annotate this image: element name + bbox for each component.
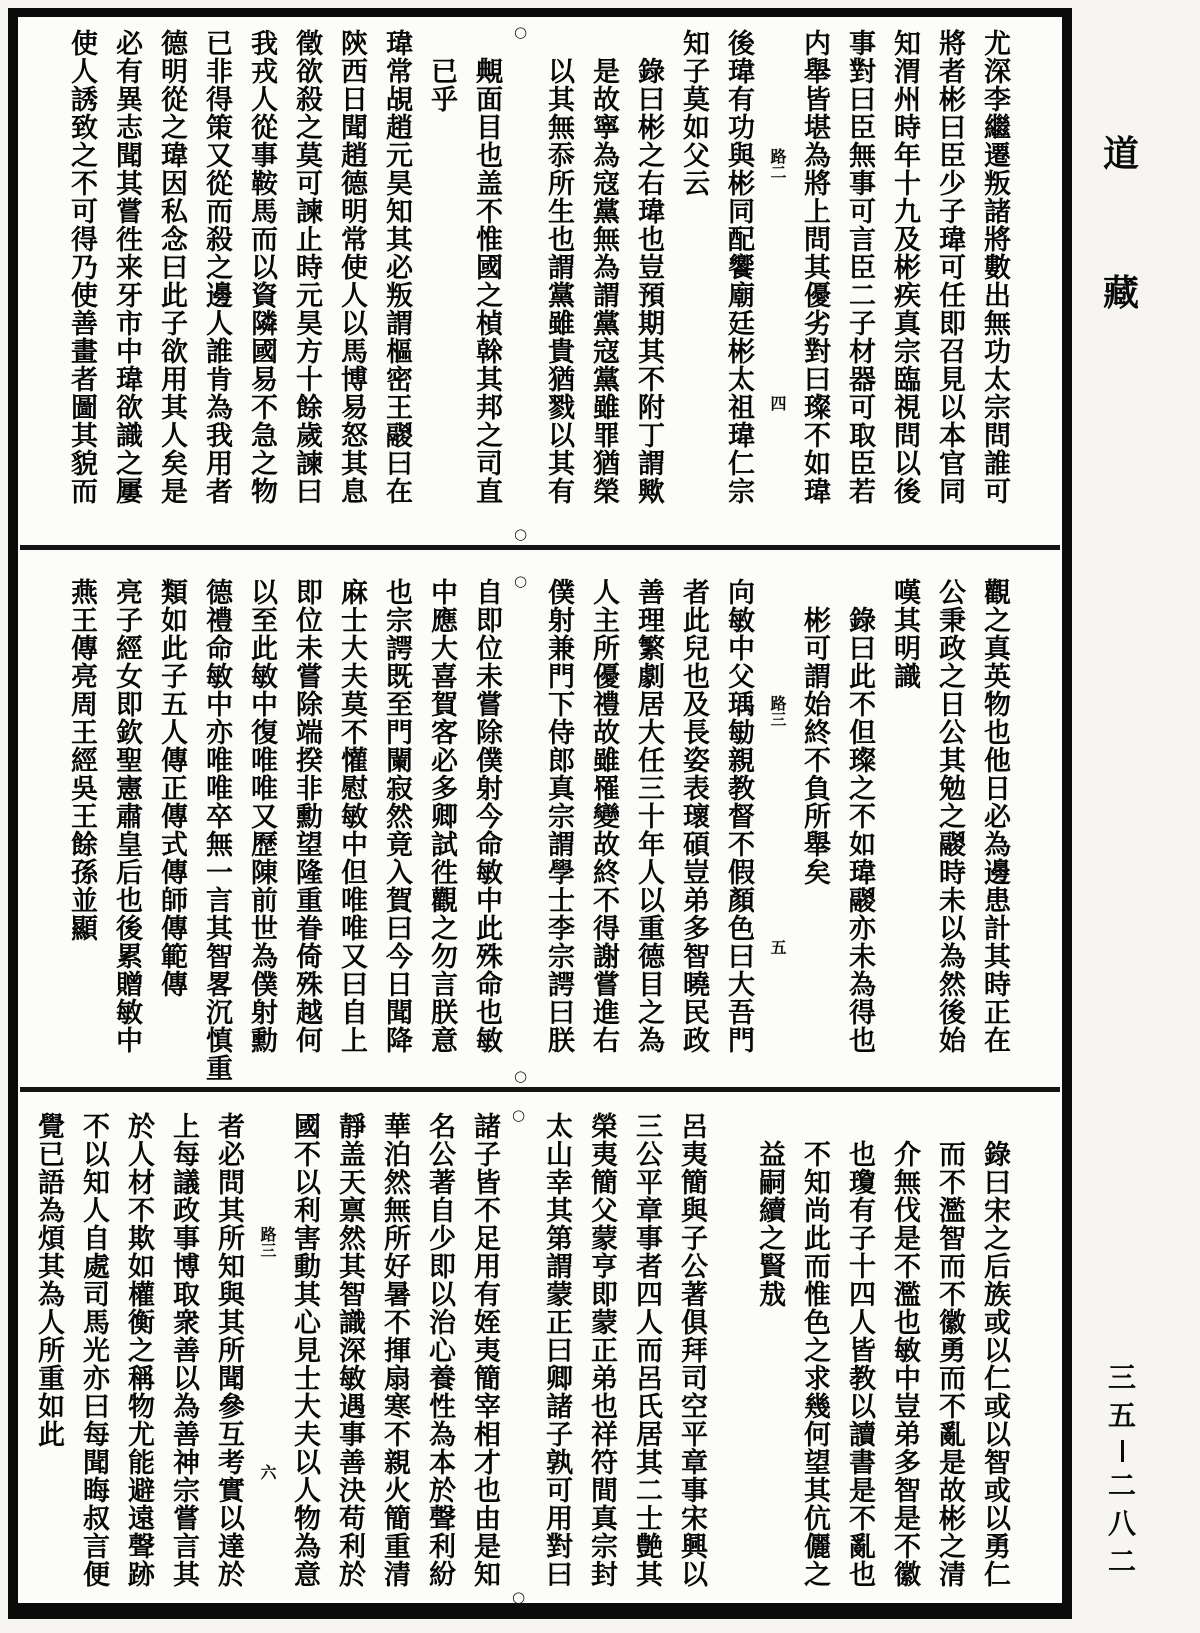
text-column: 國不以利害動其心見士大夫以人物為意 bbox=[289, 1112, 320, 1588]
entry-separator-lane bbox=[511, 1106, 529, 1608]
text-column: 事對曰臣無事可言臣二子材器可取臣若 bbox=[844, 29, 875, 505]
register-top bbox=[18, 17, 1062, 545]
canon-title-char: 藏 bbox=[1102, 273, 1139, 314]
marginal-note: 六 bbox=[258, 1464, 277, 1481]
text-column: 上每議政事博取衆善以為善神宗嘗言其 bbox=[168, 1112, 199, 1588]
text-column: 名公著自少即以治心養性為本於聲利紛 bbox=[424, 1112, 455, 1588]
marginal-note: 四 bbox=[768, 395, 787, 412]
page-number-char: 五 bbox=[1107, 1399, 1136, 1432]
text-column: 者必問其所知與其所聞參互考實以達於 bbox=[213, 1112, 244, 1588]
text-column: 使人誘致之不可得乃使善畫者圖其貌而 bbox=[66, 29, 97, 505]
text-column: 即位未嘗除端揆非勳望隆重眷倚殊越何 bbox=[291, 578, 322, 1054]
text-column: 我戎人從事鞍馬而以資隣國易不急之物 bbox=[246, 29, 277, 505]
register-middle bbox=[18, 550, 1062, 1087]
text-column: 者此兒也及長姿表瓌碩豈弟多智曉民政 bbox=[678, 578, 709, 1054]
text-column: 瑋常覘趙元昊知其必叛謂樞密王鬷曰在 bbox=[381, 29, 412, 505]
text-column: 將者彬曰臣少子瑋可任即召見以本官同 bbox=[934, 29, 965, 505]
text-column: 知渭州時年十九及彬疾真宗臨視問以後 bbox=[889, 29, 920, 505]
text-column: 靜盖天禀然其智識深敏遇事善決苟利於 bbox=[334, 1112, 365, 1588]
text-column: 以至此敏中復唯唯又歷陳前世為僕射勳 bbox=[246, 578, 277, 1054]
text-column: 知子莫如父云 bbox=[678, 29, 709, 197]
text-column: 太山幸其第謂蒙正曰卿諸子孰可用對曰 bbox=[541, 1112, 572, 1588]
text-column: 已乎 bbox=[426, 57, 457, 113]
text-column: 尤深李繼遷叛諸將數出無功太宗問誰可 bbox=[979, 29, 1010, 505]
page-number-char: 二 bbox=[1107, 1469, 1136, 1502]
text-column: 觀之真英物也他日必為邊患計其時正在 bbox=[979, 578, 1010, 1054]
text-column: 燕王傳亮周王經吳王餘孫並顯 bbox=[66, 578, 97, 942]
page-number-char: 二 bbox=[1107, 1545, 1136, 1578]
text-column: 陝西日聞趙德明常使人以馬博易怒其息 bbox=[336, 29, 367, 505]
marginal-note: 五 bbox=[768, 939, 787, 956]
page-frame bbox=[8, 8, 1072, 1619]
text-column: 已非得策又從而殺之邊人誰肯為我用者 bbox=[201, 29, 232, 505]
text-column: 内舉皆堪為將上問其優劣對曰璨不如瑋 bbox=[799, 29, 830, 505]
text-column: 徵欲殺之莫可諫止時元昊方十餘歲諫曰 bbox=[291, 29, 322, 505]
canon-title-char: 道 bbox=[1102, 134, 1139, 175]
marginal-note: 路三 bbox=[258, 1226, 277, 1259]
entry-separator-circle: ○ bbox=[514, 572, 528, 590]
text-column: 榮夷簡父蒙亨即蒙正弟也祥符間真宗封 bbox=[586, 1112, 617, 1588]
text-column: 也瓊有子十四人皆教以讀書是不亂也 bbox=[844, 1140, 875, 1588]
marginal-note-lane bbox=[255, 1112, 277, 1608]
text-column: 德明從之瑋因私念曰此子欲用其人矣是 bbox=[156, 29, 187, 505]
text-column: 嘆其明識 bbox=[889, 578, 920, 690]
text-column: 而不濫智而不徽勇而不亂是故彬之清 bbox=[934, 1140, 965, 1588]
text-column: 呂夷簡與子公著俱拜司空平章事宋興以 bbox=[676, 1112, 707, 1588]
page-number-char: 八 bbox=[1107, 1507, 1136, 1540]
text-column: 善理繁劇居大任三十年人以重德目之為 bbox=[633, 578, 664, 1054]
text-column: 三公平章事者四人而呂氏居其二士艶其 bbox=[631, 1112, 662, 1588]
marginal-note: 路二 bbox=[768, 147, 787, 180]
text-column: 中應大喜賀客必多卿試徃觀之勿言朕意 bbox=[426, 578, 457, 1054]
text-column: 也宗諤既至門闌寂然竟入賀曰今日聞降 bbox=[381, 578, 412, 1054]
text-column: 彬可謂始終不負所舉矣 bbox=[799, 606, 830, 886]
text-column: 類如此子五人傳正傳式傳師傳範傳 bbox=[156, 578, 187, 998]
text-column: 覺已語為煩其為人所重如此 bbox=[33, 1112, 64, 1448]
entry-separator-circle: ○ bbox=[512, 1588, 526, 1606]
entry-separator-circle: ○ bbox=[514, 23, 528, 41]
text-column: 自即位未嘗除僕射今命敏中此殊命也敏 bbox=[471, 578, 502, 1054]
text-column: 公秉政之日公其勉之鬷時未以為然後始 bbox=[934, 578, 965, 1054]
text-column: 不知尚此而惟色之求幾何望其伉儷之 bbox=[799, 1140, 830, 1588]
text-column: 益嗣續之賢㦲 bbox=[754, 1140, 785, 1308]
text-column: 不以知人自處司馬光亦曰每聞晦叔言便 bbox=[78, 1112, 109, 1588]
register-bottom bbox=[18, 1092, 1062, 1608]
marginal-note-lane bbox=[765, 29, 787, 545]
text-column: 華泊然無所好暑不揮扇寒不親火簡重清 bbox=[379, 1112, 410, 1588]
text-column: 錄曰宋之后族或以仁或以智或以勇仁 bbox=[979, 1140, 1010, 1588]
entry-separator-circle: ○ bbox=[514, 1067, 528, 1085]
text-column: 必有異志聞其嘗徃来牙市中瑋欲識之屢 bbox=[111, 29, 142, 505]
page-number-char: 三 bbox=[1107, 1361, 1136, 1394]
text-column: 錄曰此不但璨之不如瑋鬷亦未為得也 bbox=[844, 606, 875, 1054]
text-column: 僕射兼門下侍郎真宗謂學士李宗諤曰朕 bbox=[543, 578, 574, 1054]
text-column: 德禮命敏中亦唯唯卒無一言其智畧沉慎重 bbox=[201, 578, 232, 1082]
canon-title bbox=[1098, 126, 1144, 316]
text-column: 後瑋有功與彬同配饗廟廷彬太祖瑋仁宗 bbox=[723, 29, 754, 505]
entry-separator-lane bbox=[513, 572, 531, 1087]
marginal-note-lane bbox=[765, 578, 787, 1087]
page-number bbox=[1102, 1362, 1142, 1578]
text-column: 覥面目也盖不惟國之楨榦其邦之司直 bbox=[471, 57, 502, 505]
entry-separator-lane bbox=[513, 23, 531, 545]
marginal-note: 路三 bbox=[768, 695, 787, 728]
entry-separator-circle: ○ bbox=[514, 525, 528, 543]
text-column: 錄曰彬之右瑋也豈預期其不附丁謂歟 bbox=[633, 57, 664, 505]
text-column: 介無伐是不濫也敏中豈弟多智是不徽 bbox=[889, 1140, 920, 1588]
text-column: 以其無忝所生也謂黨雖貴猶戮以其有 bbox=[543, 57, 574, 505]
text-column: 於人材不欺如權衡之稱物尤能避遠聲跡 bbox=[123, 1112, 154, 1588]
text-column: 諸子皆不足用有姪夷簡宰相才也由是知 bbox=[469, 1112, 500, 1588]
page-number-dash bbox=[1121, 1440, 1124, 1462]
text-column: 人主所優禮故雖罹變故終不得謝嘗進右 bbox=[588, 578, 619, 1054]
text-column: 亮子經女即欽聖憲肅皇后也後累贈敏中 bbox=[111, 578, 142, 1054]
entry-separator-circle: ○ bbox=[512, 1106, 526, 1124]
text-column: 麻士大夫莫不懽慰敏中但唯唯又曰自上 bbox=[336, 578, 367, 1054]
text-column: 向敏中父瑀勄親教督不假顏色曰大吾門 bbox=[723, 578, 754, 1054]
text-column: 是故寧為寇黨無為謂黨寇黨雖罪猶榮 bbox=[588, 57, 619, 505]
